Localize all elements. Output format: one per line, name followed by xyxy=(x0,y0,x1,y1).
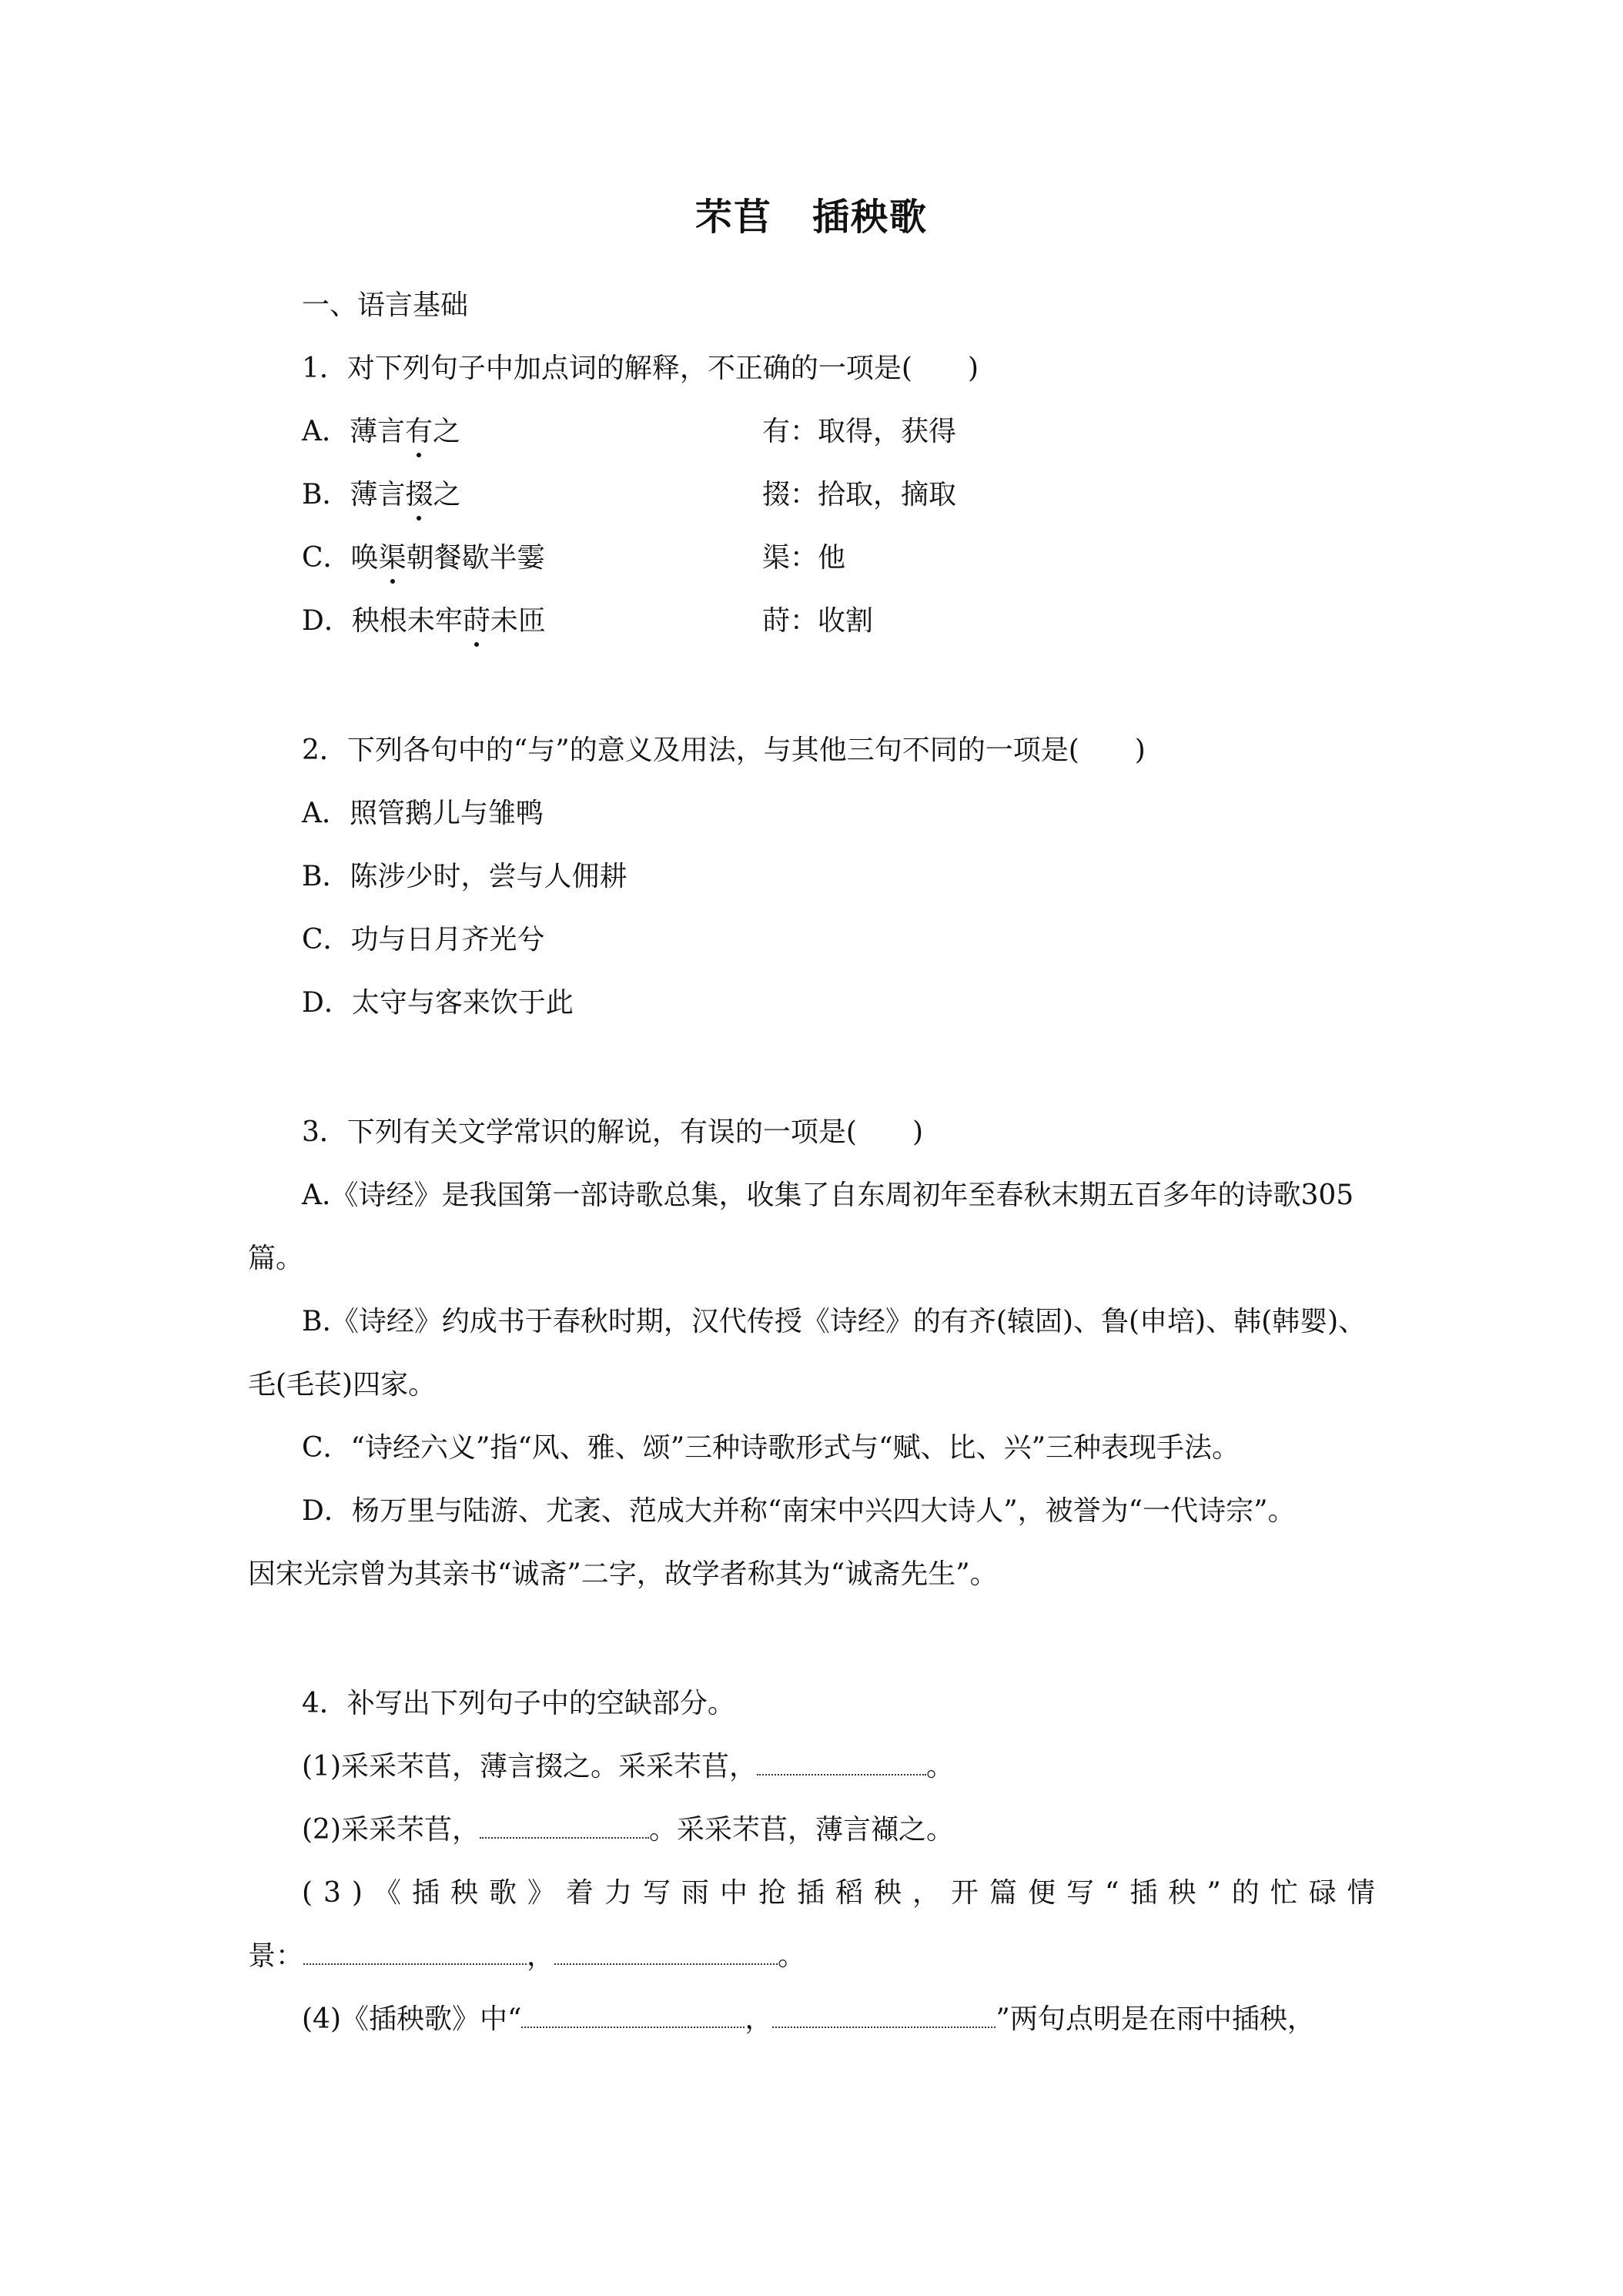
question-1-option-c-explanation: 渠：他 xyxy=(762,542,846,574)
dotted-word: 莳 xyxy=(463,604,490,639)
question-4-sentence-3-line1: ( 3 ) 《 插 秧 歌 》 着 力 写 雨 中 抢 插 稻 秧 ， 开 篇 便 写 “ 插 秧 ” 的 忙 碌 情 xyxy=(302,1877,1375,1909)
section-heading: 一、语言基础 xyxy=(302,290,469,321)
question-3-option-d-line1: D．杨万里与陆游、尤袤、范成大并称“南宋中兴四大诗人”，被誉为“一代诗宗”。 xyxy=(302,1495,1296,1527)
question-2-option-d: D．太守与客来饮于此 xyxy=(302,987,574,1019)
question-3-option-d-line2: 因宋光宗曾为其亲书“诚斋”二字，故学者称其为“诚斋先生”。 xyxy=(248,1558,998,1590)
question-3-option-c: C．“诗经六义”指“风、雅、颂”三种诗歌形式与“赋、比、兴”三种表现手法。 xyxy=(302,1432,1240,1464)
question-1-stem: 1．对下列句子中加点词的解释，不正确的一项是( ) xyxy=(302,353,979,384)
question-1-option-a: A．薄言有之 xyxy=(302,414,460,450)
question-4-sentence-1: (1)采采芣苢，薄言掇之。采采芣苢， 。 xyxy=(302,1751,955,1782)
title-part-1: 芣苢 xyxy=(694,196,772,239)
question-2-option-c: C．功与日月齐光兮 xyxy=(302,924,545,956)
question-2-option-b: B．陈涉少时，尝与人佣耕 xyxy=(302,861,627,892)
dotted-word: 渠 xyxy=(379,541,407,576)
question-1-option-b: B．薄言掇之 xyxy=(302,477,461,513)
dotted-word: 掇 xyxy=(405,477,433,513)
question-4-sentence-2: (2)采采芣苢， 。采采芣苢，薄言襭之。 xyxy=(302,1814,955,1846)
question-1-option-d: D．秧根未牢莳未匝 xyxy=(302,604,546,639)
question-4-sentence-3-line2: 景： ， 。 xyxy=(248,1940,806,1972)
question-4-sentence-4: (4)《插秧歌》中“ ， ”两句点明是在雨中插秧， xyxy=(302,2003,1315,2035)
question-3-option-a-line1: A.《诗经》是我国第一部诗歌总集，收集了自东周初年至春秋末期五百多年的诗歌305 xyxy=(302,1180,1354,1211)
title-part-2: 插秧歌 xyxy=(812,196,929,239)
dotted-word: 有 xyxy=(405,414,433,450)
question-3-option-b-line1: B.《诗经》约成书于春秋时期，汉代传授《诗经》的有齐(辕固)、鲁(申培)、韩(韩婴)、 xyxy=(302,1306,1367,1337)
answer-blank[interactable] xyxy=(480,1814,649,1839)
question-2-option-a: A．照管鹅儿与雏鸭 xyxy=(302,798,544,829)
answer-blank[interactable] xyxy=(303,1940,527,1965)
question-3-option-b-line2: 毛(毛苌)四家。 xyxy=(248,1369,437,1401)
question-1-option-c: C．唤渠朝餐歇半霎 xyxy=(302,541,545,576)
question-3-stem: 3．下列有关文学常识的解说，有误的一项是( ) xyxy=(302,1116,923,1148)
question-1-option-b-explanation: 掇：拾取，摘取 xyxy=(762,479,957,510)
answer-blank[interactable] xyxy=(757,1751,926,1776)
question-1-option-d-explanation: 莳：收割 xyxy=(762,605,874,637)
question-4-stem: 4．补写出下列句子中的空缺部分。 xyxy=(302,1688,735,1719)
page-title xyxy=(0,194,1623,240)
answer-blank[interactable] xyxy=(772,2003,996,2028)
question-2-stem: 2．下列各句中的“与”的意义及用法，与其他三句不同的一项是( ) xyxy=(302,735,1146,766)
answer-blank[interactable] xyxy=(521,2003,745,2028)
answer-blank[interactable] xyxy=(554,1940,778,1965)
question-1-option-a-explanation: 有：取得，获得 xyxy=(762,416,957,447)
question-3-option-a-line2: 篇。 xyxy=(248,1243,304,1274)
